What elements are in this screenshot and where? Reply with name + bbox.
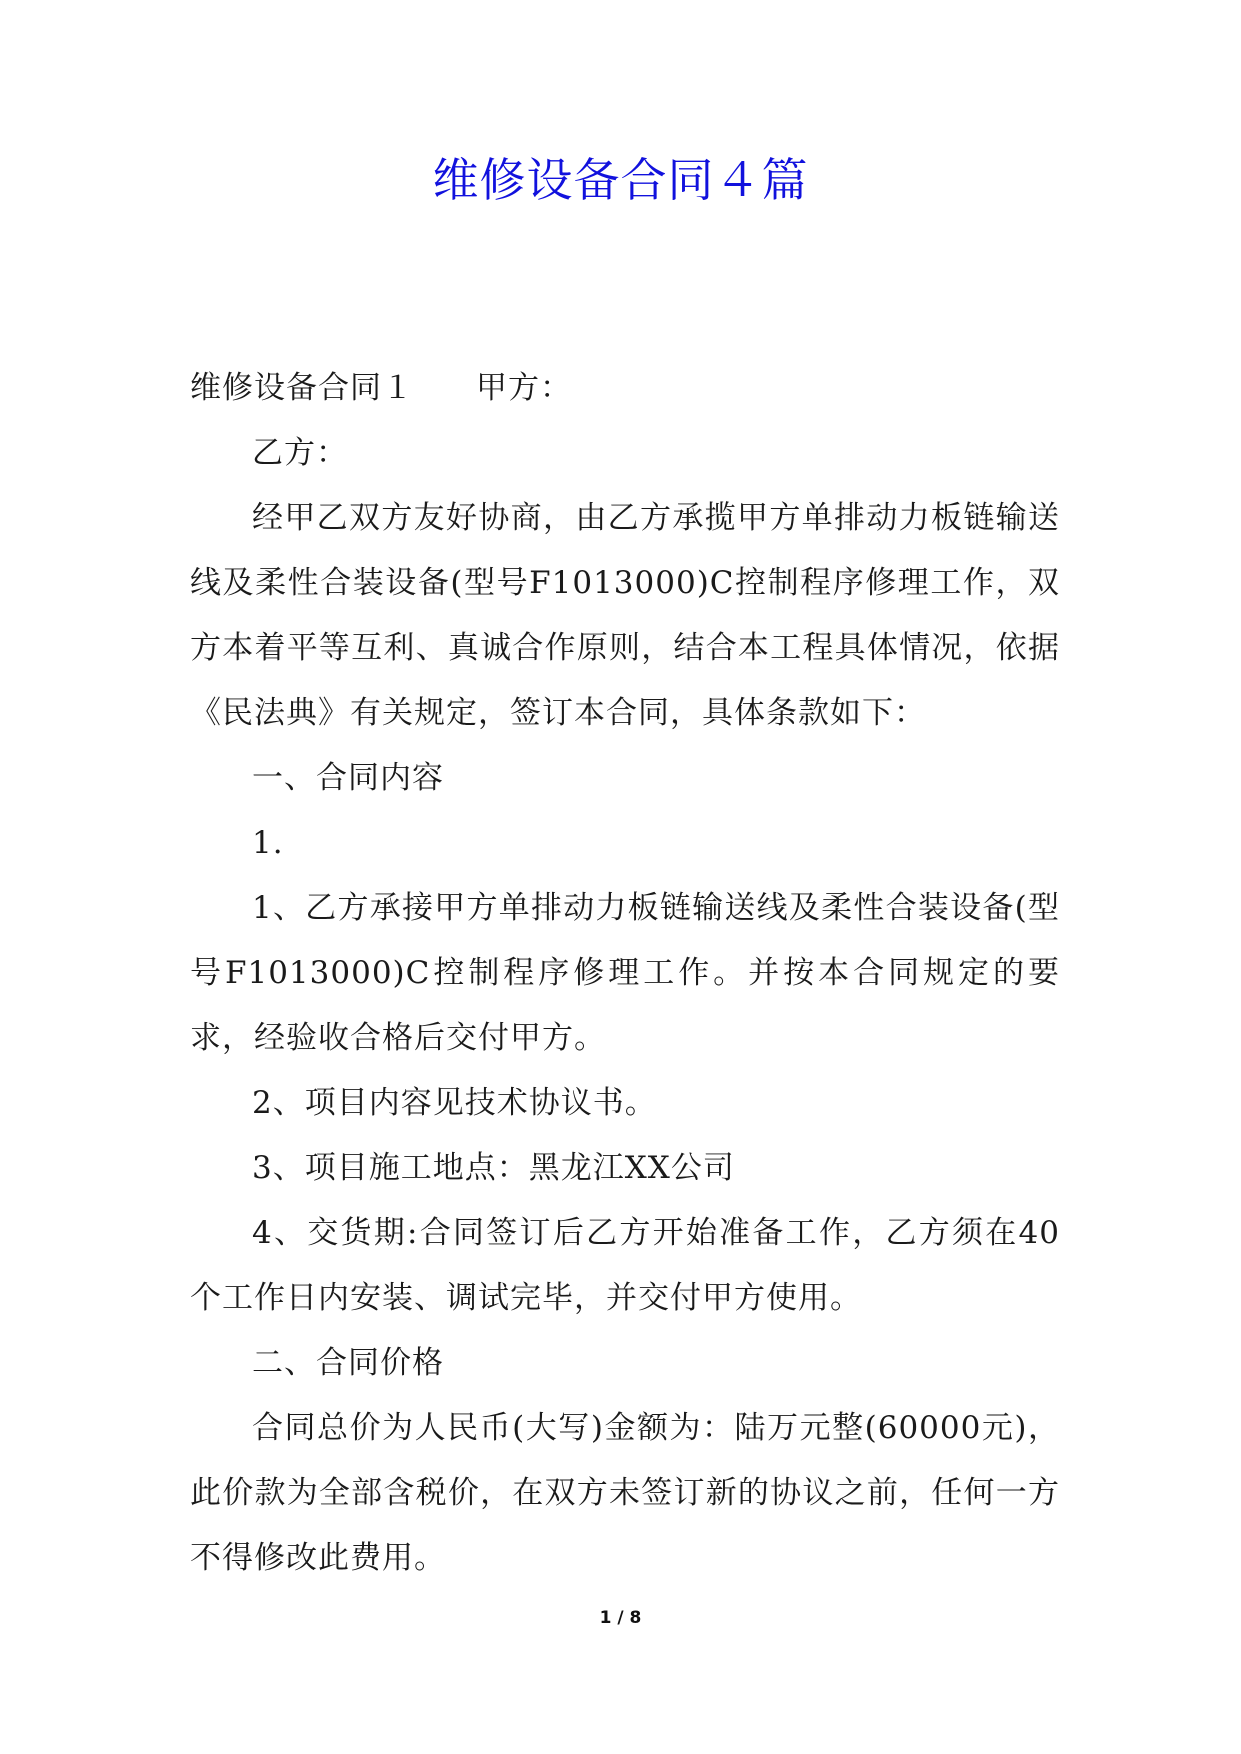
document-body (190, 356, 1060, 1591)
section-heading-contract-price: 二、合同价格 (252, 1345, 444, 1381)
price-paragraph: 合同总价为人民币(大写)金额为：陆万元整(60000元)，此价款为全部含税价，在双方未签订新的协议之前，任何一方不得修改此费用。 (190, 1410, 1060, 1576)
clause-4: 4、交货期:合同签订后乙方开始准备工作，乙方须在40个工作日内安装、调试完毕，并交付甲方使用。 (190, 1215, 1060, 1316)
clause-1: 1、乙方承接甲方单排动力板链输送线及柔性合装设备(型号F1013000)C控制程序修理工作。并按本合同规定的要求，经验收合格后交付甲方。 (190, 890, 1060, 1056)
contract-label: 维修设备合同１ (190, 370, 414, 406)
clause-2: 2、项目内容见技术协议书。 (252, 1085, 657, 1121)
contract-heading-line (190, 356, 1060, 421)
section-heading-contract-content: 一、合同内容 (252, 760, 444, 796)
party-b-label: 乙方： (252, 435, 348, 471)
document-title: 维修设备合同４篇 (432, 153, 809, 207)
clause-3: 3、项目施工地点：黑龙江XX公司 (252, 1150, 735, 1186)
party-a-label: 甲方： (476, 370, 572, 406)
page-number: 1 / 8 (599, 1608, 642, 1628)
list-marker: 1. (252, 825, 284, 861)
preamble-paragraph: 经甲乙双方友好协商，由乙方承揽甲方单排动力板链输送线及柔性合装设备(型号F1013000)C控制程序修理工作，双方本着平等互利、真诚合作原则，结合本工程具体情况，依据《民法典》有关规定，签订本合同，具体条款如下： (190, 500, 1060, 731)
